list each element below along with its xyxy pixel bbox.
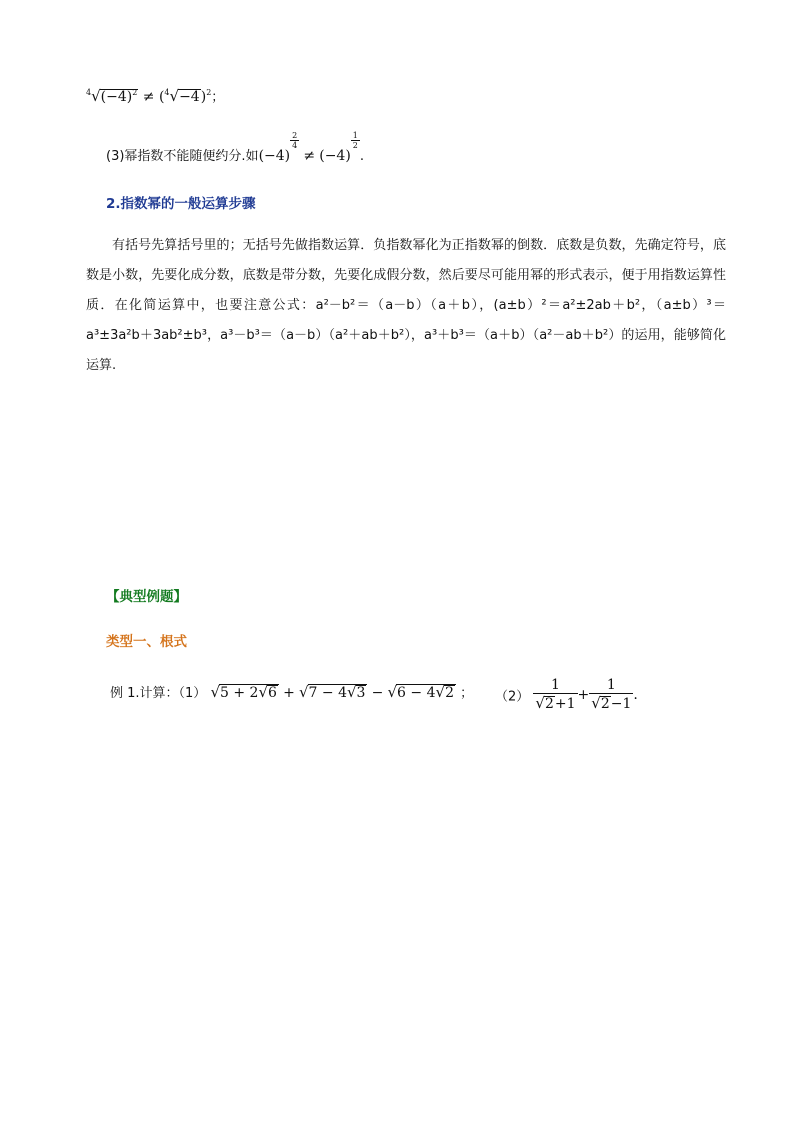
not-equal-sign: ≠ — [142, 89, 155, 105]
fraction-1: $\frac{1}{√2+1}$ — [535, 677, 576, 712]
radicand: $(-4)^2$ — [100, 88, 138, 105]
rule-3-text: (3)幂指数不能随便约分.如 — [106, 149, 259, 164]
section-2-heading: 2.指数幂的一般运算步骤 — [106, 196, 256, 212]
radical-sign: √ — [91, 87, 101, 105]
term-1: √5 + 2√6 — [210, 683, 277, 701]
typical-examples-heading: 【典型例题】 — [106, 589, 187, 605]
fraction-2: $\frac{1}{√2-1}$ — [591, 677, 632, 712]
example-1: 例 1.计算：（1） √5 + 2√6 + √7 − 4√3 − √6 − 4√2 ； — [110, 683, 474, 701]
steps-paragraph: 有括号先算括号里的；无括号先做指数运算．负指数幂化为正指数幂的倒数．底数是负数，先确定符号，底数是小数，先要化成分数，底数是带分数，先要化成假分数，然后要尽可能用幂的形式表示，便于用指数运算性质．在化简运算中，也要注意公式：a²－b²＝（a－b）（a＋b），(a±b）²＝a²±2ab＋b²，（a±b）³＝a³±3a²b＋3ab²±b³，a³－b³＝（a－b）（a²＋ab＋b²），a³＋b³＝（a＋b）（a²－ab＋b²）的运用，能够简化运算. — [86, 238, 726, 373]
root-index: 4 — [86, 88, 92, 97]
example-1-label: 例 1.计算：（1） — [110, 686, 207, 701]
example-1-part-2: （2） $\frac{1}{√2+1}$ + $\frac{1}{√2-1}$ . — [495, 677, 638, 712]
term-2: √7 − 4√3 — [298, 683, 366, 701]
term-3: √6 − 4√2 — [387, 683, 454, 701]
type-1-heading: 类型一、根式 — [106, 634, 187, 650]
formula-line-1: $^4√(-4)^2 \ne (^4√-4)^2$； — [86, 87, 225, 105]
exponent-fraction-2: $\frac{1}{2}$ — [352, 131, 358, 150]
rule-3-line: (3)幂指数不能随便约分.如(−4) $\frac{2}{4}$ ≠ (−4) $\frac{1}{2}$ . — [106, 131, 365, 164]
exponent-fraction-1: $\frac{2}{4}$ — [292, 131, 298, 150]
